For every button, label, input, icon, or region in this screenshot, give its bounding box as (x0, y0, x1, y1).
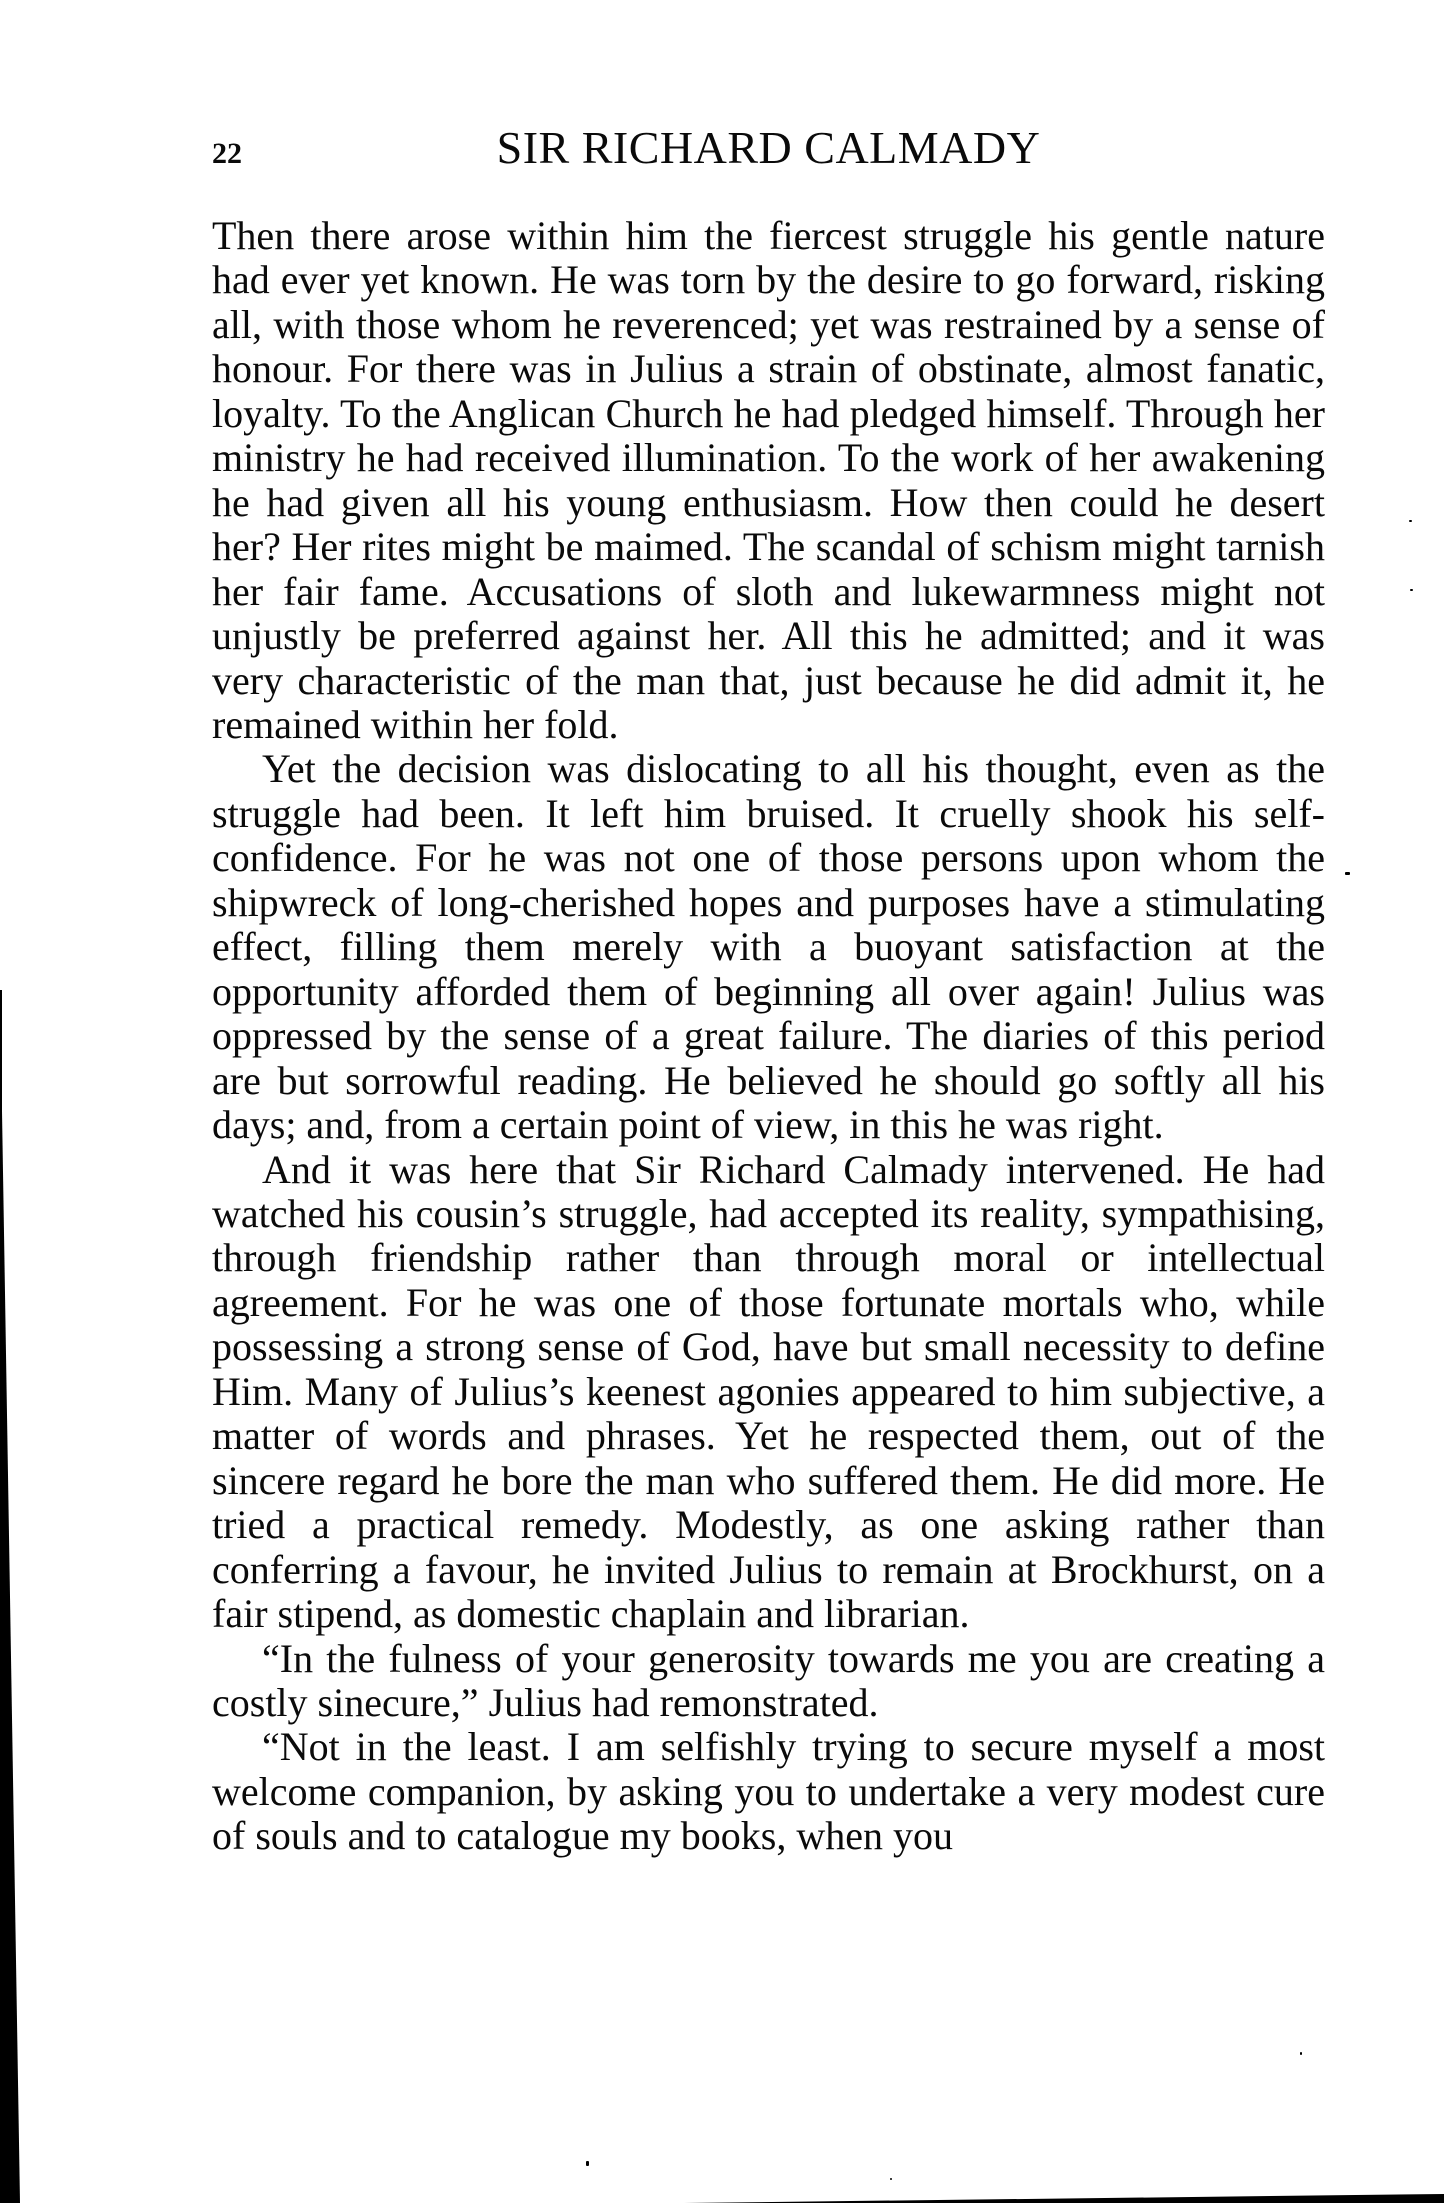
scan-speck (1410, 589, 1413, 591)
scan-speck (586, 2161, 589, 2166)
running-head (212, 124, 1325, 172)
scan-speck (1300, 2052, 1302, 2055)
scan-edge-bottom (684, 2194, 1444, 2203)
running-title: SIR RICHARD CALMADY (496, 122, 1041, 173)
page-number: 22 (212, 137, 242, 170)
paragraph: Yet the decision was dislocating to all his thought, even as the struggle had been. It left him bruised. It cruelly shook his self-confidence. For he was not one of those persons upon whom the shipwreck of long-cherished hopes and purposes have a stimulating effect, filling them merely with a buoyant satisfaction at the opportunity afforded them of beginning all over again! Julius was oppressed by the sense of a great failure. The diaries of this period are but sorrowful reading. He believed he should go softly all his days; and, from a certain point of view, in this he was right. (212, 746, 1325, 1148)
scan-speck (890, 2178, 892, 2180)
paragraph: “Not in the least. I am selfishly trying to secure myself a most welcome companion, by asking you to undertake a very modest cure of souls and to catalogue my books, when you (212, 1724, 1325, 1859)
scan-edge-left-wedge (0, 990, 20, 2203)
body-text (212, 214, 1325, 1859)
paragraph: “In the fulness of your generosity towards me you are creating a costly sinecure,” Julius had remonstrated. (212, 1635, 1325, 1725)
paragraph: Then there arose within him the fiercest struggle his gentle nature had ever yet known. He was torn by the desire to go forward, risking all, with those whom he reverenced; yet was restrained by a sense of honour. For there was in Julius a strain of obstinate, almost fanatic, loyalty. To the Anglican Church he had pledged himself. Through her ministry he had received illumination. To the work of her awakening he had given all his young enthusiasm. How then could he desert her? Her rites might be maimed. The scandal of schism might tarnish her fair fame. Accusations of sloth and lukewarmness might not unjustly be preferred against her. All this he admitted; and it was very characteristic of the man that, just because he did admit it, he remained within her fold. (212, 213, 1325, 747)
scan-speck (1409, 520, 1412, 522)
scan-speck (1345, 872, 1350, 875)
paragraph: And it was here that Sir Richard Calmady intervened. He had watched his cousin’s struggle, had accepted its reality, sympathising, through friendship rather than through moral or intellectual agreement. For he was one of those fortunate mortals who, while possessing a strong sense of God, have but small necessity to define Him. Many of Julius’s keenest agonies appeared to him subjective, a matter of words and phrases. Yet he respected them, out of the sincere regard he bore the man who suffered them. He did more. He tried a practical remedy. Modestly, as one asking rather than conferring a favour, he invited Julius to remain at Brockhurst, on a fair stipend, as domestic chaplain and librarian. (212, 1146, 1325, 1637)
